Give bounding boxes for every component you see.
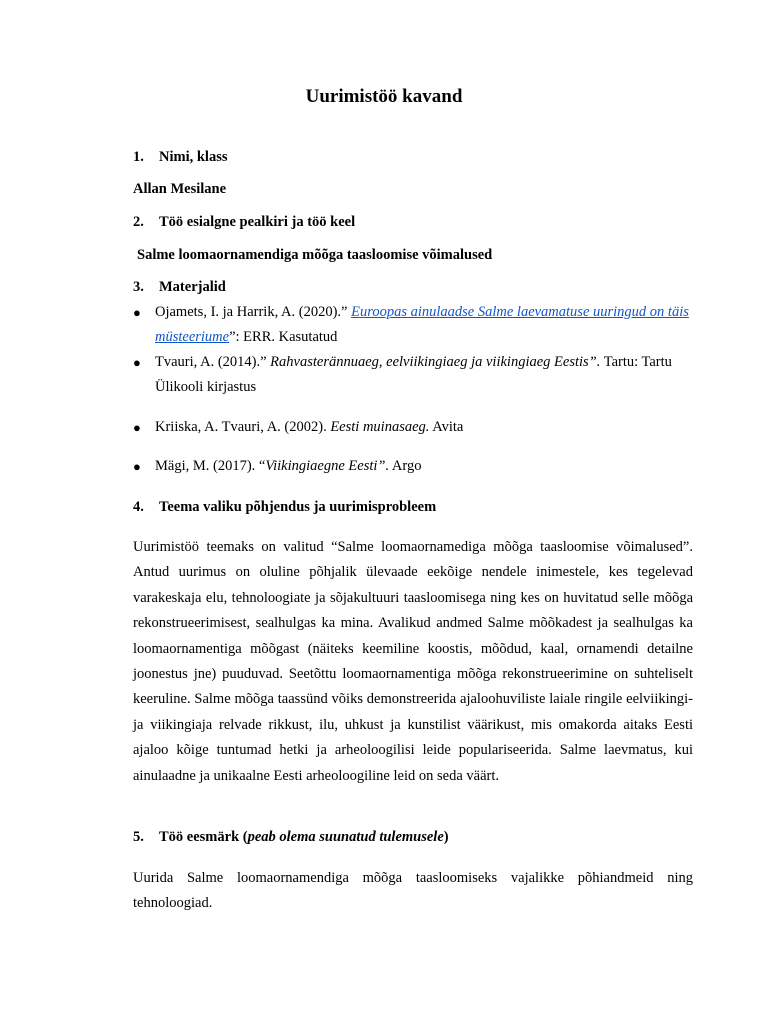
- list-item: Kriiska, A. Tvauri, A. (2002). Eesti muinasaeg. Avita: [155, 419, 464, 435]
- section-5-heading: 5. Töö eesmärk (peab olema suunatud tulemusele): [133, 829, 449, 845]
- section-2-value: Salme loomaornamendiga mõõga taasloomise võimalused: [137, 247, 493, 263]
- section-2-heading: 2. Töö esialgne pealkiri ja töö keel: [133, 214, 356, 230]
- section-3-heading: 3. Materjalid: [133, 279, 226, 295]
- section-5-paragraph: Uurida Salme loomaornamendiga mõõga taasloomiseks vajalikke põhiandmeid ning tehnoloogiad.: [133, 870, 693, 912]
- page-title: Uurimistöö kavand: [305, 86, 463, 107]
- bullet-icon: ●: [133, 355, 141, 370]
- bullet-icon: ●: [133, 305, 141, 320]
- bullet-icon: ●: [133, 459, 141, 474]
- list-item: Mägi, M. (2017). “Viikingiaegne Eesti”. Argo: [155, 458, 422, 474]
- list-item: Ojamets, I. ja Harrik, A. (2020).” Euroopas ainulaadse Salme laevamatuse uuringud on täis müsteeriume”: ERR. Kasutatud: [155, 304, 689, 345]
- list-item: Tvauri, A. (2014).” Rahvasterännuaeg, eelviikingiaeg ja viikingiaeg Eestis”. Tartu: Tartu Ülikooli kirjastus: [155, 354, 672, 395]
- section-4-heading: 4. Teema valiku põhjendus ja uurimisprobleem: [133, 499, 437, 515]
- section-1-heading: 1. Nimi, klass: [133, 149, 228, 165]
- section-1-value: Allan Mesilane: [133, 181, 227, 197]
- article-link[interactable]: Euroopas ainulaadse Salme laevamatuse uuringud on täis müsteeriume: [155, 304, 689, 345]
- bullet-icon: ●: [133, 420, 141, 435]
- section-4-paragraph: Uurimistöö teemaks on valitud “Salme loomaornamedigа mõõga taasloomise võimalused”. Antud uurimus on oluline põhjalik ülevaade eekõige nendele inimestele, kes tegelevad varakeskaja elu, tehnoloogiate ja sõjakultuuri taasloomisega ning kes on huvitatud selle mõõga rekonstrueerimisest, sealhulgas ka mina. Avalikud andmed Salme mõõkadest ja sealhulgas ka loomaornamentiga mõõgast (näiteks keemiline koostis, mõõdud, kaal, ornamendi detailne joonestus jne) puuduvad. Seetõttu loomaornamentiga mõõga rekonstrueerimine on suhteliselt keeruline. Salme mõõga taassünd võiks demonstreerida ajaloohuviliste laiale ringile eelviikingi- ja viikingiaja relvade rikkust, ilu, uhkust ja kunstilist väärikust, mis omakorda aitaks Eesti ajaloo kõige tuntumad hetki ja arheoloogilisi leide populariseerida. Salme laevmatus, kui ainulaadne ja unikaalne Eesti arheoloogiline leid on seda väärt.: [133, 539, 693, 784]
